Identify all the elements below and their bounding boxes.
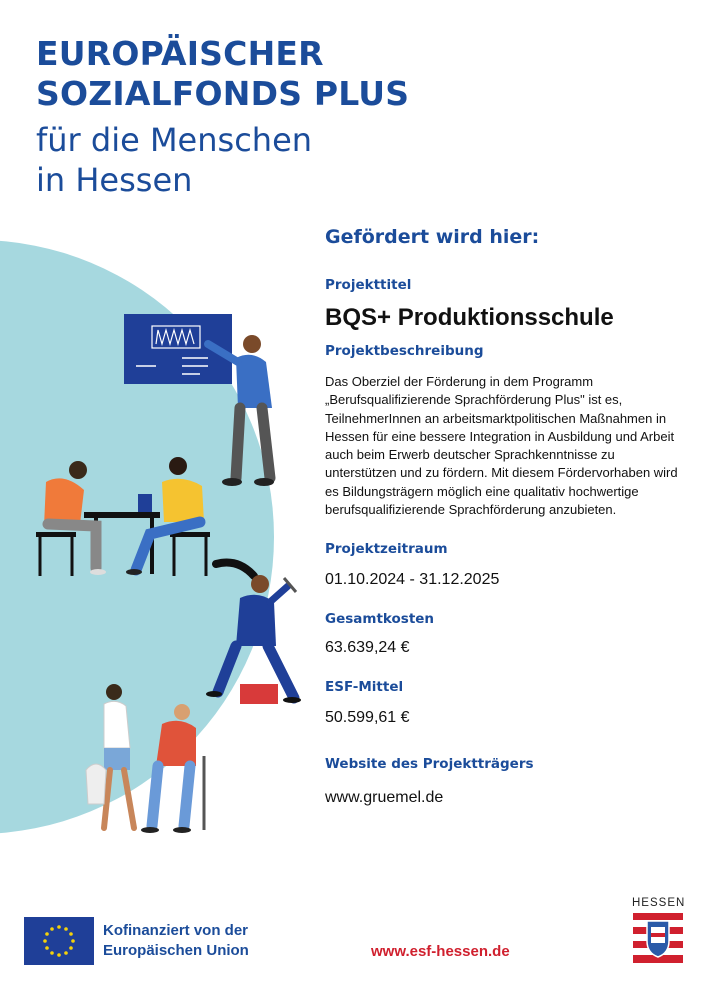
eu-text-line-2: Europäischen Union: [103, 942, 249, 959]
website-link[interactable]: www.gruemel.de: [325, 789, 444, 806]
people-illustration: [0, 300, 320, 840]
project-description: Das Oberziel der Förderung in dem Programm „Berufsqualifizierende Sprachförderung Plus" ist es, TeilnehmerInnen an arbeitsmarktpolitischen Maßnahmen in Hessen für eine bessere Integration in Ausbildung und Arbeit auch beim Erwerb deutscher Sprachkenntnisse zu unterstützen und zu fördern. Mit diesem Fördervorhaben wird es Bildungsträgern möglich eine qualitativ hochwertige berufsqualifizierende Sprachförderung anzubieten.: [325, 374, 678, 518]
esf-funds-label: ESF-Mittel: [325, 679, 404, 695]
hessen-label: HESSEN: [632, 897, 686, 909]
eu-text-line-1: Kofinanziert von der: [103, 922, 249, 939]
esf-funds: 50.599,61 €: [325, 709, 410, 726]
subtitle-line-2: in Hessen: [36, 161, 193, 199]
project-title: BQS+ Produktionsschule: [325, 304, 614, 331]
woman-figure-icon: [86, 684, 134, 828]
title-line-1: EUROPÄISCHER: [36, 34, 324, 73]
project-title-label: Projekttitel: [325, 277, 412, 293]
hessen-coat-of-arms-icon: [633, 913, 683, 963]
total-cost-label: Gesamtkosten: [325, 611, 435, 627]
esf-hessen-link[interactable]: www.esf-hessen.de: [371, 943, 510, 960]
title-line-2: SOZIALFONDS PLUS: [36, 74, 410, 113]
elderly-figure-icon: [141, 704, 204, 833]
period-label: Projektzeitraum: [325, 541, 448, 557]
project-period: 01.10.2024 - 31.12.2025: [325, 571, 500, 588]
website-label: Website des Projektträgers: [325, 756, 534, 772]
subtitle-line-1: für die Menschen: [36, 121, 313, 159]
total-cost: 63.639,24 €: [325, 639, 410, 656]
eu-cofinanced-text: [103, 921, 249, 961]
eu-flag-icon: [24, 917, 94, 965]
description-label: Projektbeschreibung: [325, 343, 484, 359]
section-heading: Gefördert wird hier:: [325, 226, 540, 248]
worker-figure-icon: [206, 563, 301, 705]
